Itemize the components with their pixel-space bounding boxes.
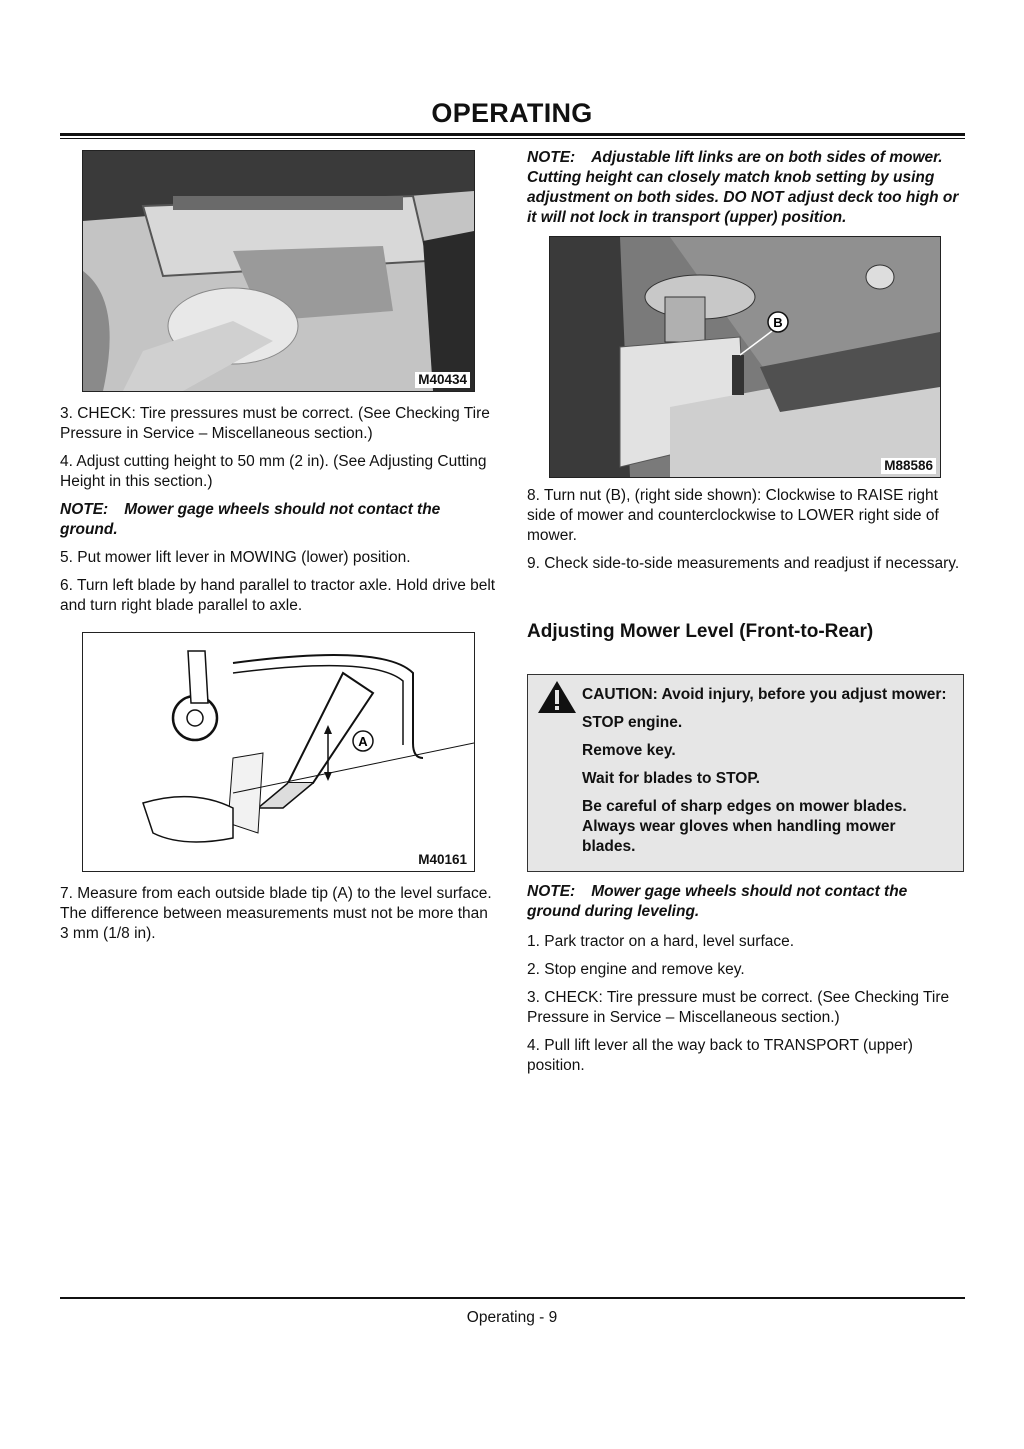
photo-gage-wheel-check: [82, 150, 475, 392]
note-label: NOTE:: [527, 883, 576, 900]
page-title: OPERATING: [431, 98, 593, 128]
warning-triangle-icon: [536, 679, 578, 715]
note-label: NOTE:: [60, 501, 109, 518]
page-footer: Operating - 9: [466, 1309, 558, 1326]
figure-label-m40434: M40434: [415, 372, 470, 388]
footer-rule: [60, 1297, 965, 1299]
left-column: [60, 150, 496, 952]
step-r4-lift-lever: 4. Pull lift lever all the way back to TRANSPORT (upper) position.: [527, 1037, 913, 1074]
caution-stop-engine: STOP engine.: [582, 714, 683, 731]
note-text: Adjustable lift links are on both sides of mower. Cutting height can closely match knob setting by using adjustment on both sides. DO NOT adjust deck too high or it will not lock in transport (upper) position.: [527, 149, 959, 226]
note-gage-wheels: [60, 500, 496, 540]
section-heading-front-to-rear: Adjusting Mower Level (Front-to-Rear): [527, 621, 874, 642]
note-leveling: [527, 882, 964, 922]
caution-intro: CAUTION: Avoid injury, before you adjust mower:: [582, 686, 947, 703]
header-rule: [60, 133, 965, 136]
caution-wait-blades: Wait for blades to STOP.: [582, 770, 760, 787]
step-9-check-measurements: 9. Check side-to-side measurements and readjust if necessary.: [527, 555, 960, 572]
caution-remove-key: Remove key.: [582, 742, 676, 759]
callout-a: A: [358, 734, 368, 749]
diagram-blade-tip-image: [83, 633, 474, 871]
step-7-measure-blade: 7. Measure from each outside blade tip (A) to the level surface. The difference between measurements must not be more than 3 mm (1/8 in).: [60, 885, 492, 942]
figure-label-m40161: M40161: [415, 852, 470, 868]
step-4-cutting-height: 4. Adjust cutting height to 50 mm (2 in). (See Adjusting Cutting Height in this section.): [60, 453, 487, 490]
step-3-tire-pressure: 3. CHECK: Tire pressures must be correct. (See Checking Tire Pressure in Service – Miscellaneous section.): [60, 405, 490, 442]
header-rule-thin: [60, 138, 965, 139]
photo-lift-link-image: [550, 237, 940, 477]
caution-sharp-edges: Be careful of sharp edges on mower blades. Always wear gloves when handling mower blades.: [582, 798, 907, 855]
step-8-turn-nut: 8. Turn nut (B), (right side shown): Clockwise to RAISE right side of mower and counterclockwise to LOWER right side of mower.: [527, 487, 939, 544]
note-text: Mower gage wheels should not contact the ground.: [60, 501, 441, 538]
diagram-blade-tip-measure: [82, 632, 475, 872]
step-5-lift-lever: 5. Put mower lift lever in MOWING (lower) position.: [60, 549, 411, 566]
step-6-turn-blade: 6. Turn left blade by hand parallel to tractor axle. Hold drive belt and turn right blade parallel to axle.: [60, 577, 496, 614]
caution-box: [527, 674, 964, 872]
figure-label-m88586: M88586: [881, 458, 936, 474]
photo-gage-wheel-image: [83, 151, 474, 391]
right-column: [527, 148, 964, 1084]
step-r2-stop-engine: 2. Stop engine and remove key.: [527, 961, 745, 978]
note-lift-links: [527, 148, 964, 228]
note-label: NOTE:: [527, 149, 576, 166]
step-r3-tire-pressure: 3. CHECK: Tire pressure must be correct. (See Checking Tire Pressure in Service – Miscellaneous section.): [527, 989, 950, 1026]
photo-lift-link-nut: [549, 236, 941, 478]
note-text: Mower gage wheels should not contact the ground during leveling.: [527, 883, 908, 920]
callout-b: B: [773, 315, 783, 330]
step-r1-park-tractor: 1. Park tractor on a hard, level surface.: [527, 933, 795, 950]
